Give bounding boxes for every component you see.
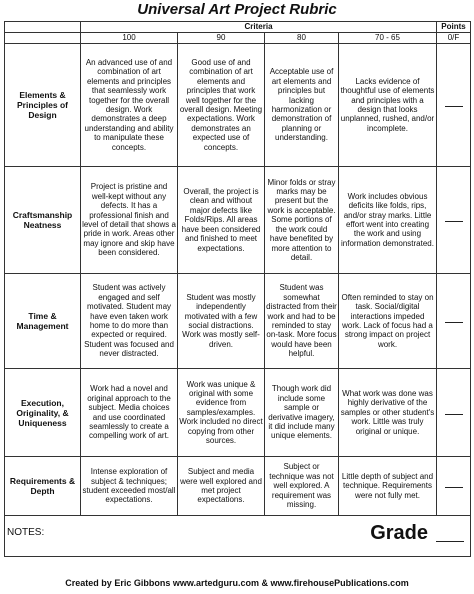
row-label-craftsmanship: Craftsmanship Neatness — [5, 167, 81, 274]
cell-execution-70: What work was done was highly derivative of the samples or other student's work. Little was truly original or unique. — [339, 369, 437, 457]
level-header-70-65: 70 - 65 — [339, 33, 437, 44]
cell-craftsmanship-100: Project is pristine and well-kept without any defects. It has a professional finish and level of detail that shows a pride in work. Areas other may ignore and skip have been considered. — [81, 167, 178, 274]
cell-execution-100: Work had a novel and original approach to the subject. Media choices and use coordinated seamlessly to create a compelling work of art. — [81, 369, 178, 457]
header-row-criteria — [5, 22, 471, 33]
header-corner-cell-2 — [5, 33, 81, 44]
points-line — [445, 486, 463, 488]
cell-requirements-80: Subject or technique was not well explored. A requirement was missing. — [265, 457, 339, 516]
cell-time-90: Student was mostly independently motivated with a few social distractions. Work was mostly self-driven. — [178, 274, 265, 369]
notes-area[interactable] — [5, 516, 471, 557]
cell-requirements-100: Intense exploration of subject & techniques; student exceeded most/all expectations. — [81, 457, 178, 516]
rubric-row-time — [5, 274, 471, 369]
cell-craftsmanship-70: Work includes obvious deficits like folds, rips, and/or stray marks. Little effort went into creating the work and using information demonstrated. — [339, 167, 437, 274]
cell-execution-80: Though work did include some sample or derivative imagery, it did include many unique elements. — [265, 369, 339, 457]
cell-time-80: Student was somewhat distracted from their work and had to be reminded to stay on-task. More focus would have been helpful. — [265, 274, 339, 369]
row-label-elements: Elements & Principles of Design — [5, 44, 81, 167]
cell-craftsmanship-90: Overall, the project is clean and without major defects like Folds/Rips. All areas have been considered and finished to meet expectations. — [178, 167, 265, 274]
rubric-row-craftsmanship — [5, 167, 471, 274]
cell-elements-70: Lacks evidence of thoughtful use of elements and principles with a design that looks unplanned, rushed, and/or incomplete. — [339, 44, 437, 167]
criteria-header: Criteria — [81, 22, 437, 33]
header-corner-cell — [5, 22, 81, 33]
rubric-row-requirements — [5, 457, 471, 516]
row-label-time: Time & Management — [5, 274, 81, 369]
header-row-levels — [5, 33, 471, 44]
level-header-80: 80 — [265, 33, 339, 44]
row-label-execution: Execution, Originality, & Uniqueness — [5, 369, 81, 457]
cell-time-100: Student was actively engaged and self motivated. Student may have even taken work home to do more than expected or required. Student was focused and never distracted. — [81, 274, 178, 369]
rubric-title: Universal Art Project Rubric — [137, 1, 337, 18]
points-blank-time[interactable] — [437, 274, 471, 369]
rubric-table — [4, 21, 471, 557]
grade-label: Grade — [370, 522, 429, 544]
cell-craftsmanship-80: Minor folds or stray marks may be present but the work is acceptable. Some portions of the work could have benefited by more attention to detail. — [265, 167, 339, 274]
points-line — [445, 105, 463, 107]
notes-label: NOTES: — [7, 527, 45, 538]
cell-requirements-70: Little depth of subject and technique. Requirements were not fully met. — [339, 457, 437, 516]
points-header: Points — [437, 22, 471, 33]
rubric-row-execution — [5, 369, 471, 457]
cell-requirements-90: Subject and media were well explored and met project expectations. — [178, 457, 265, 516]
grade-box — [370, 522, 464, 544]
notes-row — [5, 516, 471, 557]
row-label-requirements: Requirements & Depth — [5, 457, 81, 516]
points-blank-elements[interactable] — [437, 44, 471, 167]
level-header-100: 100 — [81, 33, 178, 44]
cell-elements-80: Acceptable use of art elements and principles but lacking harmonization or demonstration of planning or understanding. — [265, 44, 339, 167]
cell-elements-100: An advanced use of and combination of art elements and principles that seamlessly work together for the overall design. Work demonstrates a deep understanding and ability to manipulate these concepts. — [81, 44, 178, 167]
points-blank-craftsmanship[interactable] — [437, 167, 471, 274]
points-line — [445, 413, 463, 415]
points-line — [445, 220, 463, 222]
footer-credit: Created by Eric Gibbons www.artedguru.com & www.firehousePublications.com — [65, 578, 409, 588]
level-header-0f: 0/F — [437, 33, 471, 44]
grade-blank-line[interactable] — [436, 541, 464, 542]
points-line — [445, 321, 463, 323]
rubric-row-elements — [5, 44, 471, 167]
cell-elements-90: Good use of and combination of art elements and principles that work well together for the overall design. Meeting expectations. Work demonstrates an expected use of concepts. — [178, 44, 265, 167]
cell-time-70: Often reminded to stay on task. Social/digital interactions impeded work. Lack of focus had a strong impact on project work. — [339, 274, 437, 369]
level-header-90: 90 — [178, 33, 265, 44]
points-blank-requirements[interactable] — [437, 457, 471, 516]
points-blank-execution[interactable] — [437, 369, 471, 457]
cell-execution-90: Work was unique & original with some evidence from samples/examples. Work included no direct copying from other sources. — [178, 369, 265, 457]
